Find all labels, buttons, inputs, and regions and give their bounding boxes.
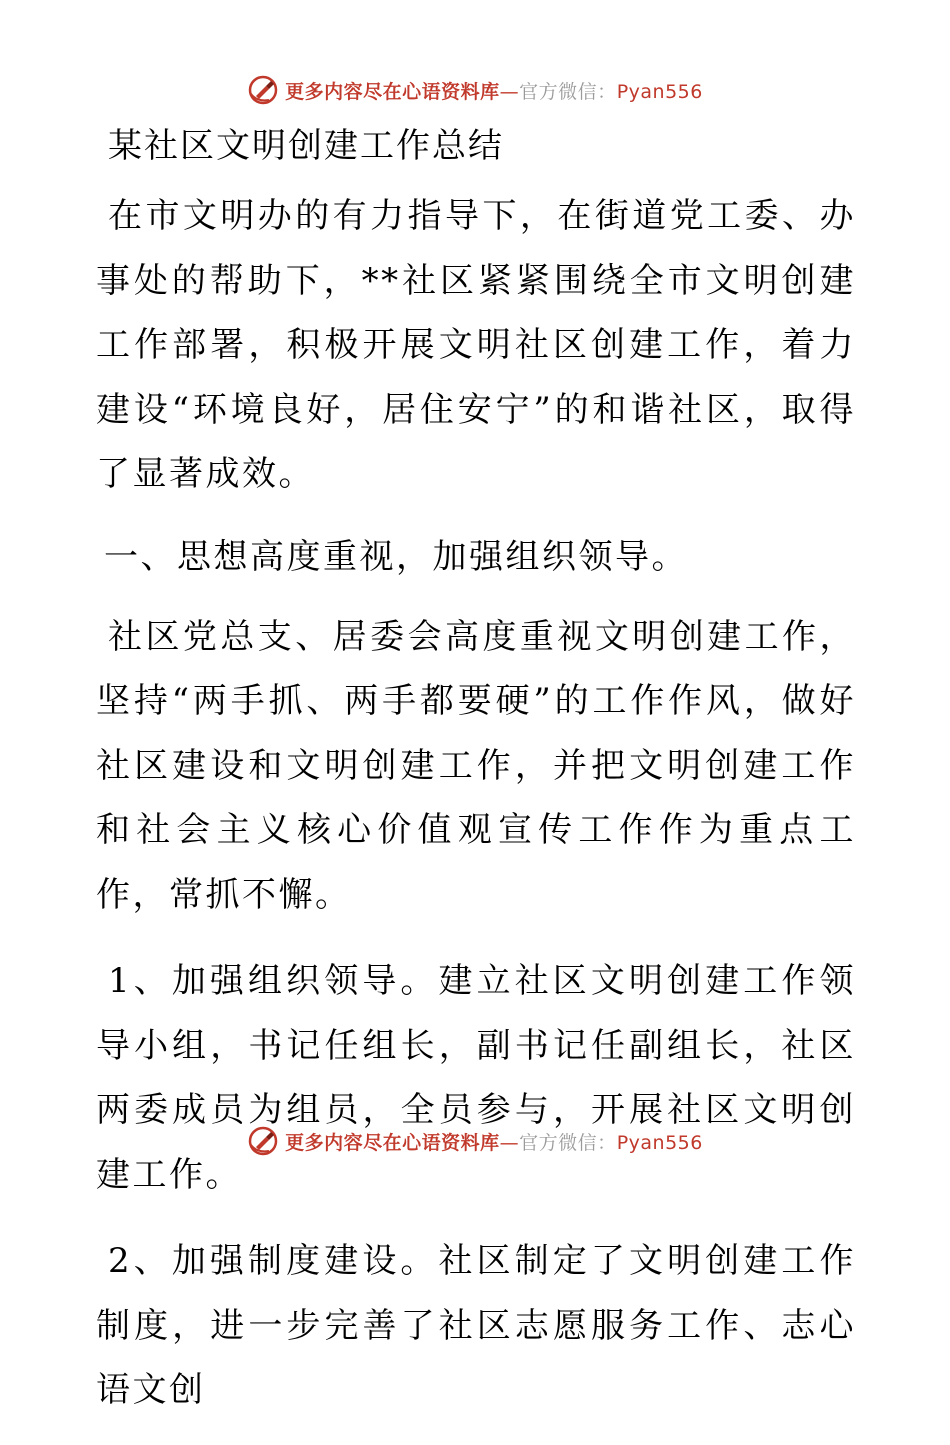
document-body	[96, 118, 856, 1445]
header-watermark	[0, 70, 950, 110]
watermark-main: 更多内容尽在心语资料库	[285, 80, 500, 103]
watermark-wechat-id: Pyan556	[616, 80, 703, 103]
brand-logo-icon	[247, 1125, 279, 1157]
section-1-paragraph: 社区党总支、居委会高度重视文明创建工作，坚持“两手抓、两手都要硬”的工作作风，做好社区建设和文明创建工作，并把文明创建工作和社会主义核心价值观宣传工作作为重点工作，常抓不懈。	[96, 616, 856, 915]
watermark-main: 更多内容尽在心语资料库	[285, 1131, 500, 1154]
footer-watermark	[0, 1121, 950, 1161]
watermark-separator: —	[499, 80, 520, 103]
section-1-heading: 一、思想高度重视，加强组织领导。	[104, 536, 688, 577]
watermark-separator: —	[499, 1131, 520, 1154]
watermark-label: 官方微信：	[519, 1131, 617, 1154]
watermark-text	[285, 77, 703, 104]
brand-logo-icon	[247, 74, 279, 106]
watermark-text	[285, 1128, 703, 1155]
document-title: 某社区文明创建工作总结	[108, 126, 504, 166]
watermark-wechat-id: Pyan556	[616, 1131, 703, 1154]
intro-paragraph: 在市文明办的有力指导下，在街道党工委、办事处的帮助下，**社区紧紧围绕全市文明创建工作部署，积极开展文明社区创建工作，着力建设“环境良好，居住安宁”的和谐社区，取得了显著成效。	[96, 196, 856, 494]
item-2-paragraph: 2、加强制度建设。社区制定了文明创建工作制度，进一步完善了社区志愿服务工作、志心语文创	[96, 1241, 856, 1410]
watermark-label: 官方微信：	[519, 80, 617, 103]
item-1-paragraph: 1、加强组织领导。建立社区文明创建工作领导小组，书记任组长，副书记任副组长，社区两委成员为组员，全员参与，开展社区文明创建工作。	[96, 961, 856, 1195]
